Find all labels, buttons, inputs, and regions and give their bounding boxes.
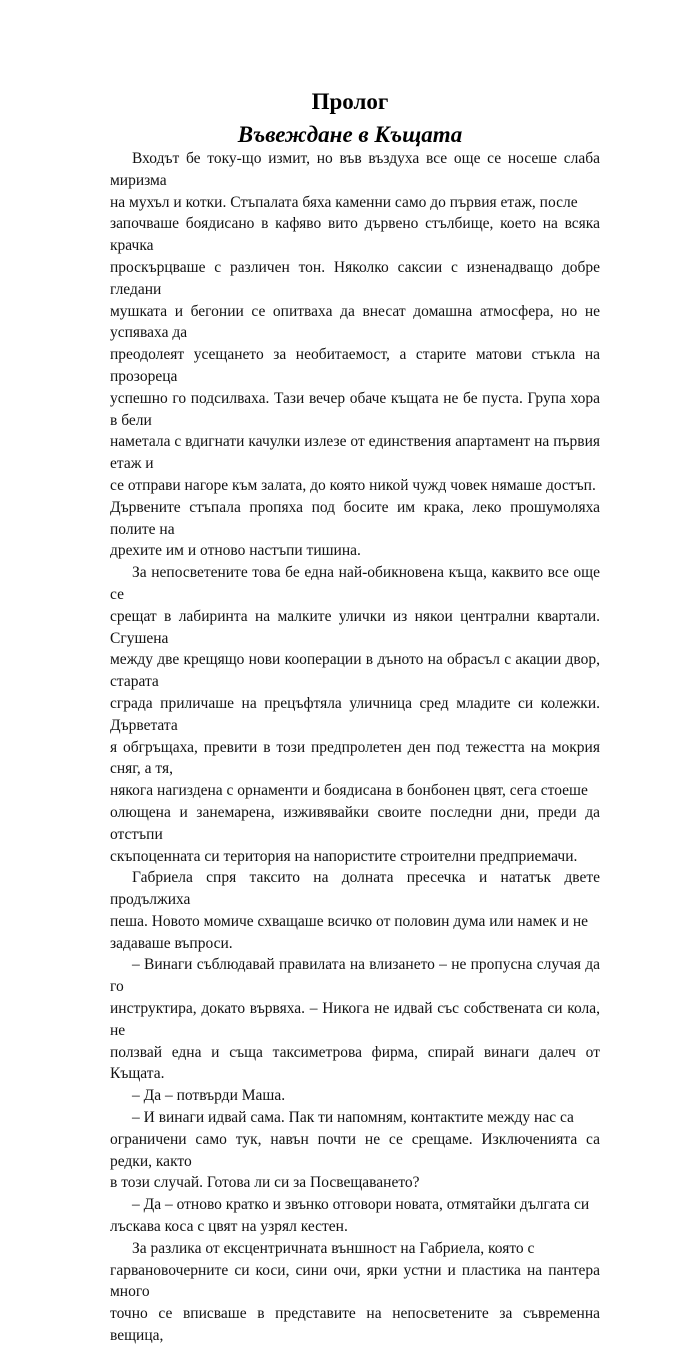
paragraph: – И винаги идвай сама. Пак ти напомням, контактите между нас са ограничени само тук, навън почти не се срещаме. Изключенията са редки, както в този случай. Готова ли си за Посвещаването? — [110, 1109, 600, 1192]
body-text — [110, 148, 600, 1347]
paragraph: – Да – потвърди Маша. — [132, 1087, 286, 1105]
paragraph: – Винаги съблюдавай правилата на влизането – не пропусна случая да го инструктира, докато вървяха. – Никога не идвай със собствената си кола, не ползвай една и съща таксиметрова фирма, спирай винаги далеч от Къщата. — [110, 956, 600, 1083]
chapter-title: Пролог — [311, 89, 389, 114]
paragraph: – Да – отново кратко и звънко отговори новата, отмятайки дългата си лъскава коса с цвят на узрял кестен. — [110, 1196, 590, 1236]
paragraph: За непосветените това бе една най-обикновена къща, каквито все още се срещат в лабиринта на малките улички из някои централни квартали. Сгушена между две крещящо нови кооперации в дъното на обрасъл с акации двор, старата сграда приличаше на прецъфтяла уличница сред младите си колежки. Дърветата я обгръщаха, превити в този предпролетен ден под тежестта на мокрия сняг, а тя, някога нагиздена с орнаменти и боядисана в бонбонен цвят, сега стоеше олющена и занемарена, изживявайки своите последни дни, преди да отстъпи скъпоценната си територия на напористите строителни предприемачи. — [110, 564, 600, 865]
paragraph: Габриела спря таксито на долната пресечка и нататък двете продължиха пеша. Новото момиче схващаше всичко от половин дума или намек и не задаваше въпроси. — [110, 869, 600, 952]
paragraph: За разлика от ексцентричната външност на Габриела, която с гарвановочерните си коси, сини очи, ярки устни и пластика на пантера много точно се вписваше в представите на непосветените за съвременна вещица, — [110, 1239, 600, 1345]
chapter-subtitle: Въвеждане в Къщата — [237, 122, 463, 147]
paragraph: Входът бе току-що измит, но във въздуха все още се носеше слаба миризма на мухъл и котки. Стъпалата бяха каменни само до първия етаж, после започваше боядисано в кафяво вито дървено стълбище, което на всяка крачка проскърцваше с различен тон. Няколко саксии с изненадващо добре гледани мушката и бегонии се опитваха да внесат домашна атмосфера, но не успяваха да преодолеят усещането за необитаемост, а старите матови стъкла на прозореца успешно го подсилваха. Тази вечер обаче къщата не бе пуста. Група хора в бели наметала с вдигнати качулки излезе от единствения апартамент на първия етаж и се отправи нагоре към залата, до която никой чужд човек нямаше достъп. Дървените стъпала пропяха под босите им крака, леко прошумоляха полите на дрехите им и отново настъпи тишина. — [110, 150, 600, 560]
